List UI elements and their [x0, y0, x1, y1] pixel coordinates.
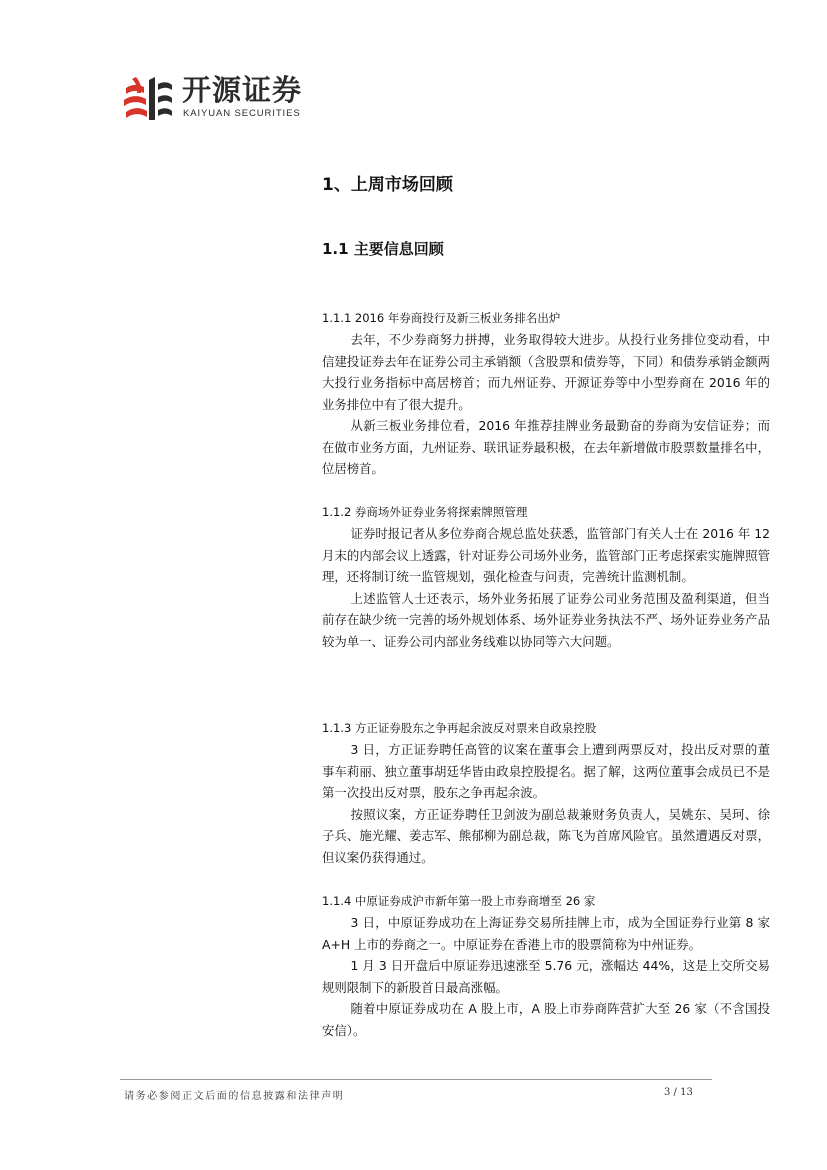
company-logo: [122, 72, 322, 124]
news-item-2: [322, 502, 770, 652]
news-paragraph: 按照议案，方正证券聘任卫剑波为副总裁兼财务负责人，吴姚东、吴珂、徐子兵、施光耀、姜志军、熊郁柳为副总裁，陈飞为首席风险官。虽然遭遇反对票，但议案仍获得通过。: [322, 806, 770, 865]
news-paragraph: 上述监管人士还表示，场外业务拓展了证券公司业务范围及盈利渠道，但当前存在缺少统一完善的场外规划体系、场外证券业务执法不严、场外证券业务产品较为单一、证券公司内部业务线难以协同等六大问题。: [322, 590, 770, 649]
news-item-title: 1.1.1 2016 年券商投行及新三板业务排名出炉: [322, 311, 561, 325]
subsection-heading: 1.1 主要信息回顾: [322, 240, 444, 258]
news-paragraph: 3 日，方正证券聘任高管的议案在董事会上遭到两票反对，投出反对票的董事车莉丽、独立董事胡廷华皆由政泉控股提名。据了解，这两位董事会成员已不是第一次投出反对票，股东之争再起余波。: [322, 742, 770, 800]
news-item-1: [322, 308, 770, 480]
news-item-3: [322, 718, 770, 868]
news-item-title: 1.1.3 方正证券股东之争再起余波反对票来自政泉控股: [322, 721, 597, 735]
page-number: 3 / 13: [664, 1087, 693, 1098]
news-paragraph: 1 月 3 日开盘后中原证券迅速涨至 5.76 元，涨幅达 44%，这是上交所交易规则限制下的新股首日最高涨幅。: [322, 958, 770, 995]
news-item-title: 1.1.4 中原证券成沪市新年第一股上市券商增至 26 家: [322, 894, 596, 908]
footer-disclaimer: 请务必参阅正文后面的信息披露和法律声明: [124, 1091, 345, 1102]
footer-divider: [120, 1079, 712, 1080]
news-paragraph: 3 日，中原证券成功在上海证券交易所挂牌上市，成为全国证券行业第 8 家 A+H 上市的券商之一。中原证券在香港上市的股票简称为中州证券。: [322, 915, 770, 952]
kaiyuan-logo-icon: [122, 74, 174, 122]
news-paragraph: 随着中原证券成功在 A 股上市，A 股上市券商阵营扩大至 26 家（不含国投安信）。: [322, 1001, 770, 1038]
logo-chinese-name: 开源证券: [182, 73, 303, 107]
news-paragraph: 证券时报记者从多位券商合规总监处获悉，监管部门有关人士在 2016 年 12 月末的内部会议上透露，针对证券公司场外业务，监管部门正考虑探索实施牌照管理，还将制订统一监管规划，强化检查与问责，完善统计监测机制。: [322, 526, 770, 584]
news-paragraph: 从新三板业务排位看，2016 年推荐挂牌业务最勤奋的券商为安信证券；而在做市业务方面，九州证券、联讯证券最积极，在去年新增做市股票数量排名中，位居榜首。: [322, 418, 770, 476]
news-item-title: 1.1.2 券商场外证券业务将探索牌照管理: [322, 505, 528, 519]
news-paragraph: 去年，不少券商努力拼搏，业务取得较大进步。从投行业务排位变动看，中信建投证券去年在证券公司主承销额（含股票和债券等，下同）和债券承销金额两大投行业务指标中高居榜首；而九州证券、开源证券等中小型券商在 2016 年的业务排位中有了很大提升。: [322, 332, 770, 412]
logo-english-name: KAIYUAN SECURITIES: [183, 108, 301, 119]
section-heading: 1、上周市场回顾: [322, 175, 453, 195]
news-item-4: [322, 891, 770, 1041]
